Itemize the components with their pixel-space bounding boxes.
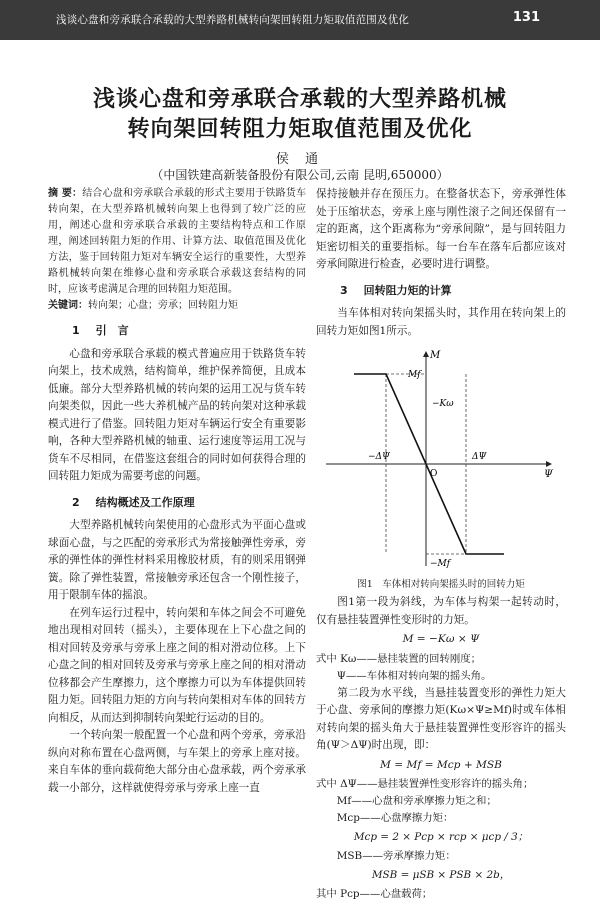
- keywords-text: 转向架；心盘；旁承；回转阻力矩: [88, 300, 238, 311]
- section-heading-3: [340, 282, 566, 300]
- abstract-label: 摘 要：: [48, 188, 83, 199]
- section-number: 3: [340, 283, 348, 297]
- structure-paragraph-3: 一个转向架一般配置一个心盘和两个旁承，旁承沿纵向对称布置在心盘两侧，与车架上的旁承上座对接。来自车体的垂向载荷绝大部分由心盘承载，两个旁承承载一小部分，这样就使得旁承与旁承上座一直: [48, 729, 306, 794]
- section-title: 引 言: [95, 324, 129, 337]
- keywords: [48, 298, 306, 314]
- calc-intro-paragraph: 当车体相对转向架摇头时，其作用在转向架上的回转力矩如图1所示。: [316, 307, 566, 337]
- section-title: 回转阻力矩的计算: [363, 283, 452, 297]
- keywords-label: 关键词：: [48, 300, 88, 311]
- definitions-2: [316, 776, 566, 903]
- author-affiliation: （中国铁建高新装备股份有限公司,云南 昆明,650000）: [151, 168, 449, 182]
- label-mf: Mf: [408, 370, 421, 380]
- author-name: 侯 通: [275, 152, 325, 167]
- section-heading-2: [72, 494, 306, 512]
- section-number: 2: [72, 495, 80, 509]
- article-title-line-2: 转向架回转阻力矩取值范围及优化: [127, 117, 473, 142]
- figure-caption: 图1 车体相对转向架摇头时的回转力矩: [357, 579, 525, 590]
- def-pcp: 其中 Pcp——心盘载荷；: [316, 888, 433, 900]
- def-psi: Ψ——车体相对转向架的摇头角。: [336, 669, 492, 682]
- moment-diagram: [316, 344, 566, 574]
- page-number: 131: [512, 10, 540, 25]
- abstract: [48, 186, 306, 298]
- running-header: [0, 0, 600, 40]
- axis-label-m: M: [430, 350, 441, 361]
- axis-label-psi: Ψ: [544, 469, 553, 480]
- stage-2-paragraph: 第二段为水平线，当悬挂装置变形的弹性力矩大于心盘、旁承间的摩擦力矩(Kω×Ψ≥Mf)时或车体相对转向架的摇头角大于悬挂装置弹性变形容许的摇头角(Ψ＞ΔΨ)时出现，即：: [316, 686, 566, 751]
- stage-1-paragraph: 图1第一段为斜线，为车体与构架一起转动时，仅有悬挂装置弹性变形时的力矩。: [316, 596, 566, 626]
- equation-2: M = Mf = Mcp + MSB: [380, 758, 502, 771]
- running-title: 浅谈心盘和旁承联合承载的大型养路机械转向架回转阻力矩取值范围及优化: [56, 14, 410, 26]
- def-msb: MSB——旁承摩擦力矩：: [336, 850, 456, 862]
- def-mf: Mf——心盘和旁承摩擦力矩之和；: [336, 795, 497, 807]
- section-title: 结构概述及工作原理: [95, 495, 195, 509]
- structure-paragraph-1: 大型养路机械转向架使用的心盘形式为平面心盘或球面心盘，与之匹配的旁承形式为常接触弹性旁承，旁承的弹性体的弹性材料采用橡胶材质，有的则采用钢弹簧。除了弹性装置，常接触旁承还包含一个刚性接子，用于限制车体的摇浪。: [48, 519, 306, 601]
- equation-1: M = −Kω × Ψ: [402, 633, 480, 645]
- equation-mcp: Mcp = 2 × Pcp × rcp × μcp / 3；: [353, 831, 529, 843]
- label-dpsi: ΔΨ: [472, 452, 487, 462]
- section-heading-1: [72, 322, 306, 340]
- origin-label: O: [430, 469, 438, 479]
- continued-paragraph: 保持接触并存在预压力。在整备状态下，旁承弹性体处于压缩状态，旁承上座与刚性滚子之间还保留有一定的距离，这个距离称为“旁承间隙”，是与回转阻力矩密切相关的重要指标。每一台车在落车后都应该对旁承间隙进行检查，必要时进行调整。: [316, 188, 566, 270]
- label-kw: −Kω: [432, 399, 454, 409]
- label-neg-mf: −Mf: [430, 559, 451, 569]
- figure-1: [316, 344, 566, 590]
- abstract-text: 结合心盘和旁承联合承载的形式主要用于铁路货车转向架，在大型养路机械转向架上也得到了较广泛的应用，阐述心盘和旁承联合承载的主要结构特点和工作原理，阐述回转阻力矩的作用、计算方法、取值范围及优化方法，鉴于回转阻力矩对车辆安全运行的重要性，大型养路机械转向架在维修心盘和旁承联合承载这套结构的同时，应该考虑满足合理的回转阻力矩范围。: [48, 188, 307, 295]
- equation-msb: MSB = μSB × PSB × 2b，: [371, 869, 511, 881]
- definitions-1: [316, 651, 566, 685]
- def-kw: 式中 Kω——悬挂装置的回转刚度；: [316, 652, 482, 665]
- structure-paragraph-2: 在列车运行过程中，转向架和车体之间会不可避免地出现相对回转（摇头），主要体现在上下心盘之间的相对回转及旁承与旁承上座之间的相对滑动位移。上下心盘之间的相对回转及旁承与旁承上座之间的相对滑动位移都会产生摩擦力，这个摩擦力可以为车体提供回转阻力矩。回转阻力矩的方向与转向架相对车体的回转方向相反，从而达到抑制转向架蛇行运动的目的。: [48, 606, 306, 724]
- label-neg-dpsi: −ΔΨ: [368, 452, 390, 462]
- section-number: 1: [72, 324, 80, 337]
- left-column: [48, 186, 306, 797]
- def-mcp: Mcp——心盘摩擦力矩：: [336, 812, 454, 824]
- right-column: [316, 186, 566, 903]
- intro-paragraph: 心盘和旁承联合承载的模式普遍应用于铁路货车转向架上，技术成熟，结构简单，维护保养简便，且成本低廉。部分大型养路机械的转向架的运用工况与货车转向架类似，因此一些大养机械产品的转向架对这种承载模式进行了借鉴。回转阻力矩对车辆运行安全有重要影响，各种大型养路机械的轴重、运行速度等运用工况与货车不尽相同，在借鉴这套组合的同时如何获得合理的回转阻力矩成为需要考虑的问题。: [48, 347, 306, 482]
- def-dpsi: 式中 ΔΨ——悬挂装置弹性变形容许的摇头角；: [316, 778, 534, 790]
- article-title-line-1: 浅谈心盘和旁承联合承载的大型养路机械: [92, 87, 507, 112]
